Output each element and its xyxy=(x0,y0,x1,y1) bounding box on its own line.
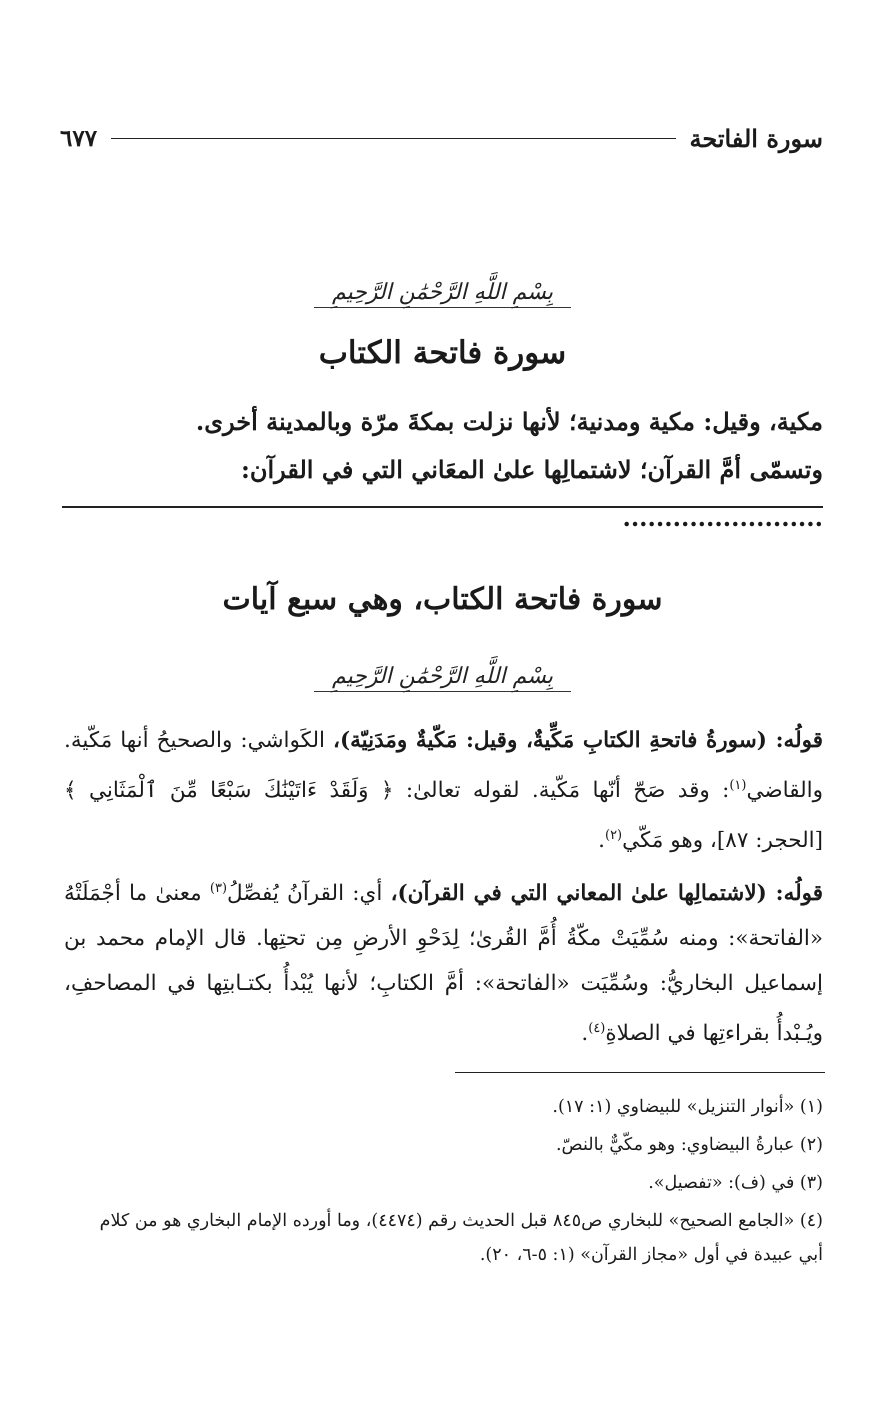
footnote-4: (٤) «الجامع الصحيح» للبخاري ص٨٤٥ قبل الحديث رقم (٤٤٧٤)، وما أورده الإمام البخاري هو من كلام أبي عبيدة في أول «مجاز القرآن» (١: ٥-٦، ٢٠). xyxy=(99,1211,823,1265)
basmala-ornament-2 xyxy=(0,664,885,692)
commentary-paragraph-1 xyxy=(64,718,823,863)
running-header xyxy=(60,118,823,158)
p1-body: الكَواشي: والصحيحُ أنها مَكّية. والقاضي xyxy=(64,728,823,804)
basmala-text: بِسْمِ اللَّهِ الرَّحْمَٰنِ الرَّحِيمِ xyxy=(314,280,571,308)
p2-end: . xyxy=(581,1021,589,1047)
matn-dots: ........................ xyxy=(622,503,823,532)
footnote-1: (١) «أنوار التنزيل» للبيضاوي (١: ١٧). xyxy=(552,1097,823,1117)
footnote-3: (٣) في (ف): «تفصيل». xyxy=(648,1173,823,1193)
footnote-rule xyxy=(455,1072,825,1073)
matn-line-1: مكية، وقيل: مكية ومدنية؛ لأنها نزلت بمكةَ مرّة وبالمدينة أخرى. xyxy=(195,407,823,436)
basmala-text-2: بِسْمِ اللَّهِ الرَّحْمَٰنِ الرَّحِيمِ xyxy=(314,664,571,692)
p2-body-2: معنىٰ ما أجْمَلَتْهُ «الفاتحة»: ومنه سُمِّيَتْ مكّةُ أُمَّ القُرىٰ؛ لِدَحْوِ الأرضِ مِن تحتِها. قال الإمام محمد بن إسماعيل البخاريُّ: وسُمِّيَت «الفاتحة»: أمَّ الكتابِ؛ لأنها يُبْدأُ بكتـابتِها في المصاحفِ، ويُـبْدأُ بقراءتِها في الصلاةِ xyxy=(64,881,823,1047)
matn-line-2-text: وتسمّى أمَّ القرآن؛ لاشتمالِها علىٰ المعَاني التي في القرآن: xyxy=(240,455,823,484)
basmala-ornament xyxy=(0,280,885,308)
page-number: ٦٧٧ xyxy=(60,124,98,152)
quote-lead-2: قولُه: (لاشتمالِها علىٰ المعاني التي في القرآن)، xyxy=(390,881,824,907)
footnote-ref-3: (٣) xyxy=(209,881,228,896)
footnote-ref-1: (١) xyxy=(729,778,747,793)
surah-title: سورة فاتحة الكتاب xyxy=(318,335,567,371)
matn-text xyxy=(68,398,823,542)
footnote-2: (٢) عبارةُ البيضاوي: وهو مكّيٌّ بالنصّ. xyxy=(555,1135,823,1155)
quote-lead-1: قولُه: (سورةُ فاتحةِ الكتابِ مَكِّيةٌ، وقيل: مَكّيةٌ ومَدَنِيّة)، xyxy=(333,728,823,753)
p2-body: أي: القرآنُ يُفصِّلُ xyxy=(227,881,383,907)
commentary-paragraph-2 xyxy=(64,866,823,1056)
commentary-title: سورة فاتحة الكتاب، وهي سبع آيات xyxy=(222,582,663,617)
p1-body-2: : وقد صَحّ أنّها مَكّية. لقوله تعالىٰ: ﴿ وَلَقَدْ ءَاتَيْنَٰكَ سَبْعًا مِّنَ ٱلْمَثَانِي ﴾ [الحجر: ٨٧]، وهو مَكّي xyxy=(64,778,823,854)
section-divider xyxy=(62,506,823,508)
footnotes xyxy=(70,1090,823,1276)
running-title: سورة الفاتحة xyxy=(689,123,823,153)
footnote-ref-2: (٢) xyxy=(604,828,623,844)
p1-end: . xyxy=(598,828,605,854)
matn-line-2 xyxy=(68,446,823,542)
footnote-ref-4: (٤) xyxy=(588,1021,606,1037)
header-rule xyxy=(111,138,675,139)
